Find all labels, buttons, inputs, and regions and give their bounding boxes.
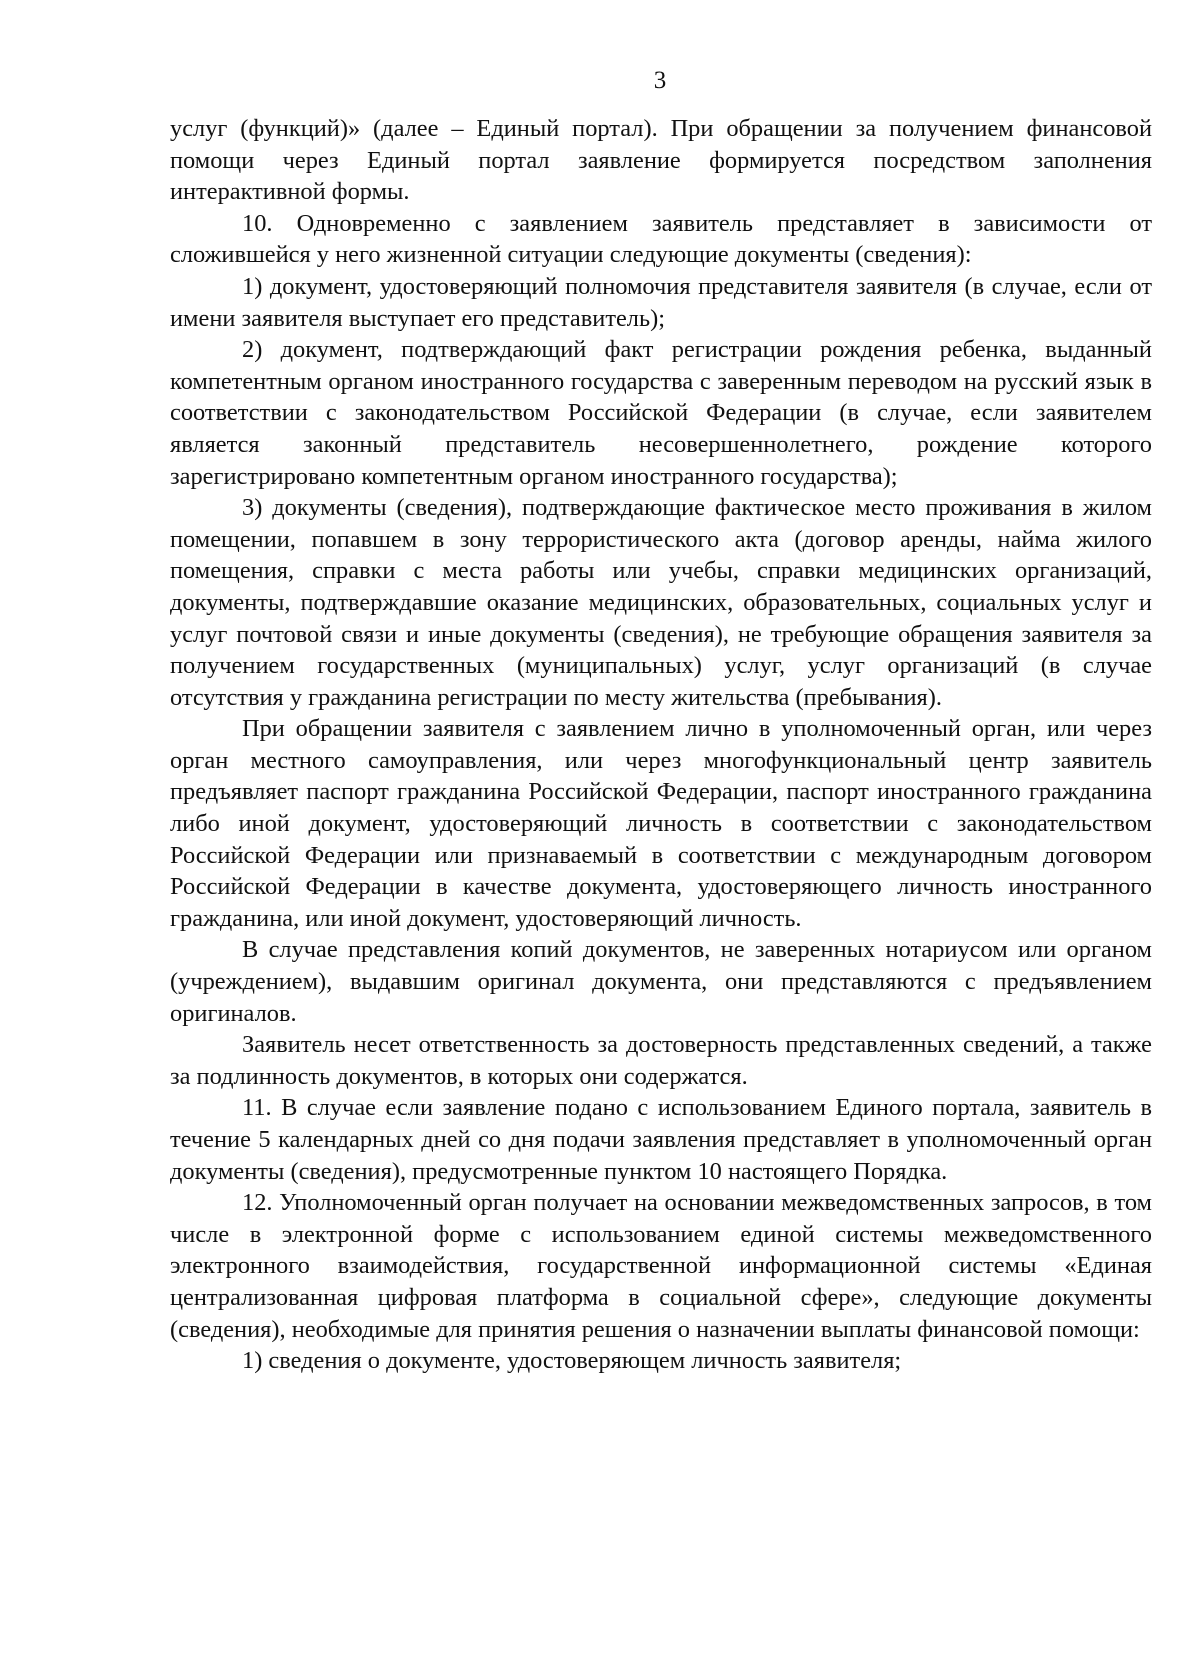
page-number: 3 (653, 67, 667, 94)
paragraph-identity-documents: При обращении заявителя с заявлением лично в уполномоченный орган, или через орган местного самоуправления, или через многофункциональный центр заявитель предъявляет паспорт гражданина Российской Федерации, паспорт иностранного гражданина либо иной документ, удостоверяющий личность в соответствии с законодательством Российской Федерации или признаваемый в соответствии с международным договором Российской Федерации в качестве документа, удостоверяющего личность иностранного гражданина, или иной документ, удостоверяющий личность. (170, 715, 1152, 932)
document-body (170, 113, 1152, 1377)
paragraph-item-11: 11. В случае если заявление подано с использованием Единого портала, заявитель в течение 5 календарных дней со дня подачи заявления представляет в уполномоченный орган документы (сведения), предусмотренные пунктом 10 настоящего Порядка. (170, 1094, 1152, 1185)
paragraph-subitem-2: 2) документ, подтверждающий факт регистрации рождения ребенка, выданный компетентным органом иностранного государства с заверенным переводом на русский язык в соответствии с законодательством Российской Федерации (в случае, если заявителем является законный представитель несовершеннолетнего, рождение которого зарегистрировано компетентным органом иностранного государства); (170, 336, 1152, 490)
paragraph-item-10: 10. Одновременно с заявлением заявитель представляет в зависимости от сложившейся у него жизненной ситуации следующие документы (сведения): (170, 209, 1152, 269)
paragraph-subitem-1: 1) документ, удостоверяющий полномочия представителя заявителя (в случае, если от имени заявителя выступает его представитель); (170, 272, 1152, 332)
paragraph-continuation: услуг (функций)» (далее – Единый портал). При обращении за получением финансовой помощи через Единый портал заявление формируется посредством заполнения интерактивной формы. (170, 115, 1152, 206)
paragraph-responsibility: Заявитель несет ответственность за достоверность представленных сведений, а также за подлинность документов, в которых они содержатся. (170, 1031, 1152, 1090)
paragraph-item-12: 12. Уполномоченный орган получает на основании межведомственных запросов, в том числе в электронной форме с использованием единой системы межведомственного электронного взаимодействия, государственной информационной системы «Единая централизованная цифровая платформа в социальной сфере», следующие документы (сведения), необходимые для принятия решения о назначении выплаты финансовой помощи: (170, 1189, 1152, 1343)
paragraph-item-12-subitem-1: 1) сведения о документе, удостоверяющем личность заявителя; (242, 1347, 902, 1375)
paragraph-subitem-3: 3) документы (сведения), подтверждающие фактическое место проживания в жилом помещении, попавшем в зону террористического акта (договор аренды, найма жилого помещения, справки с места работы или учебы, справки медицинских организаций, документы, подтверждавшие оказание медицинских, образовательных, социальных услуг и услуг почтовой связи и иные документы (сведения), не требующие обращения заявителя за получением государственных (муниципальных) услуг, услуг организаций (в случае отсутствия у гражданина регистрации по месту жительства (пребывания). (170, 494, 1152, 711)
paragraph-copies: В случае представления копий документов, не заверенных нотариусом или органом (учреждением), выдавшим оригинал документа, они представляются с предъявлением оригиналов. (170, 936, 1152, 1027)
